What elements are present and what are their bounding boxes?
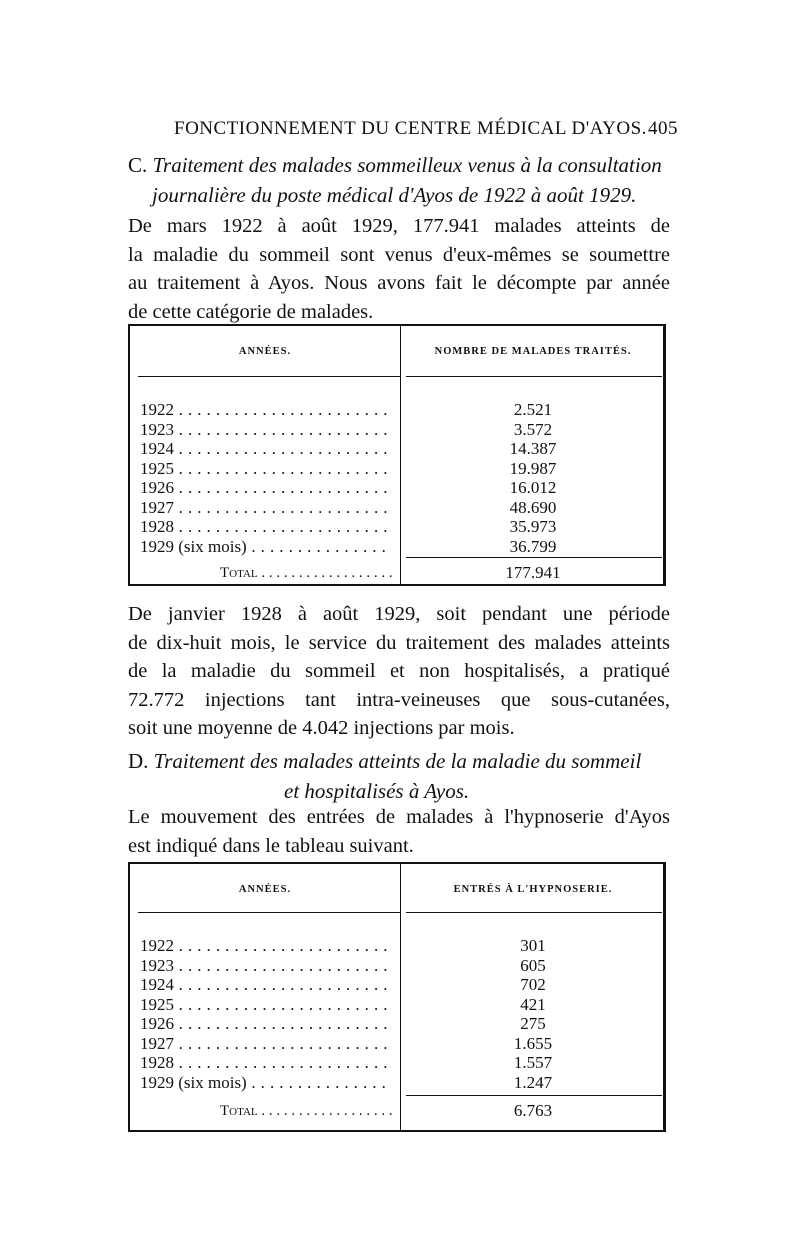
column-header-years: ANNÉES. [238, 346, 292, 357]
total-label: Total . . . [220, 1100, 392, 1122]
section-d-letter: D. [128, 749, 149, 773]
row-value: 301 [520, 936, 546, 955]
row-year: 1927 . . . [140, 1034, 392, 1054]
running-title: FONCTIONNEMENT DU CENTRE MÉDICAL D'AYOS. [174, 118, 647, 139]
table-row [130, 995, 664, 1015]
table-row [130, 975, 664, 995]
row-value: 48.690 [509, 497, 557, 517]
total-rule [406, 557, 662, 558]
row-value: 702 [520, 975, 546, 994]
section-d-heading [128, 746, 674, 806]
total-label: Total . . . [220, 562, 392, 584]
table-row [130, 498, 664, 518]
row-year: 1929 (six mois) . . . [140, 1073, 392, 1093]
section-c-title-line1: Traitement des malades sommeilleux venus à la consultation [152, 153, 662, 177]
paragraph-1-line: de cette catégorie de malades. [128, 300, 374, 323]
row-value: 275 [520, 1014, 546, 1033]
section-d-title-line2: et hospitalisés à Ayos. [284, 779, 470, 803]
paragraph-2-line: soit une moyenne de 4.042 injections par mois. [128, 717, 515, 739]
table-row [130, 1014, 664, 1034]
row-value: 1.247 [513, 1072, 553, 1092]
table-total-row [130, 1100, 664, 1122]
paragraph-2-line: de la maladie du sommeil et non hospitalisés, a pratiqué [128, 660, 670, 682]
column-header-years: ANNÉES. [238, 884, 292, 895]
table-row [130, 956, 664, 976]
row-year: 1925 . . . [140, 459, 392, 479]
row-value: 1.557 [513, 1053, 553, 1072]
row-year: 1926 . . . [140, 1014, 392, 1034]
total-rule [406, 1095, 662, 1096]
table-row [130, 517, 664, 537]
table-row [130, 400, 664, 420]
row-year: 1923 . . . [140, 956, 392, 976]
column-header-entries: ENTRÉS À L'HYPNOSERIE. [453, 884, 613, 895]
table-row [130, 420, 664, 440]
row-year: 1926 . . . [140, 478, 392, 498]
row-year: 1927 . . . [140, 498, 392, 518]
row-value: 2.521 [513, 400, 553, 419]
row-value: 1.655 [513, 1033, 553, 1053]
paragraph-2-line: 72.772 injections tant intra-veineuses que sous-cutanées, [128, 688, 670, 711]
row-value: 14.387 [509, 439, 557, 458]
table-row [130, 1073, 664, 1093]
column-header-treated: NOMBRE DE MALADES TRAITÉS. [434, 346, 632, 357]
section-d-title-line1: Traitement des malades atteints de la maladie du sommeil [153, 749, 642, 773]
header-rule [406, 912, 662, 913]
paragraph-3-line: est indiqué dans le tableau suivant. [128, 834, 414, 857]
row-year: 1925 . . . [140, 995, 392, 1015]
table-row [130, 537, 664, 557]
table-row [130, 1053, 664, 1073]
running-header [128, 118, 678, 144]
row-year: 1924 . . . [140, 439, 392, 459]
row-year: 1923 . . . [140, 420, 392, 440]
table-total-row [130, 562, 664, 584]
table-row [130, 439, 664, 459]
row-year: 1928 . . . [140, 1053, 392, 1073]
row-value: 35.973 [509, 517, 557, 536]
section-c-heading [128, 150, 674, 210]
table-row [130, 459, 664, 479]
paragraph-3-line: Le mouvement des entrées de malades à l'hypnoserie d'Ayos [128, 806, 670, 828]
paragraph-2-line: De janvier 1928 à août 1929, soit pendant une période [128, 603, 670, 625]
row-value: 3.572 [513, 419, 553, 439]
paragraph-2 [128, 600, 670, 743]
row-value: 605 [520, 955, 546, 975]
section-c-title-line2: journalière du poste médical d'Ayos de 1922 à août 1929. [152, 183, 637, 207]
paragraph-1-line: la maladie du sommeil sont venus d'eux-mêmes se soumettre [128, 243, 670, 266]
table-treated-patients [128, 324, 666, 586]
row-year: 1922 . . . [140, 400, 392, 420]
paragraph-1-line: au traitement à Ayos. Nous avons fait le décompte par année [128, 272, 670, 294]
paragraph-1 [128, 212, 670, 326]
row-value: 16.012 [509, 478, 557, 497]
paragraph-2-line: de dix-huit mois, le service du traitement des malades atteints [128, 631, 670, 654]
row-value: 36.799 [509, 536, 557, 556]
header-rule [138, 912, 400, 913]
total-value: 177.941 [505, 563, 561, 582]
table-row [130, 936, 664, 956]
row-year: 1929 (six mois) . . . [140, 537, 392, 557]
header-rule [406, 376, 662, 377]
header-rule [138, 376, 400, 377]
section-c-letter: C. [128, 153, 148, 177]
table-row [130, 478, 664, 498]
row-year: 1922 . . . [140, 936, 392, 956]
paragraph-3 [128, 803, 670, 860]
total-value: 6.763 [513, 1101, 553, 1120]
table-row [130, 1034, 664, 1054]
table-hypnoserie-entries [128, 862, 666, 1132]
page-number: 405 [648, 118, 678, 139]
row-year: 1928 . . . [140, 517, 392, 537]
row-value: 19.987 [509, 458, 557, 478]
row-year: 1924 . . . [140, 975, 392, 995]
paragraph-1-line: De mars 1922 à août 1929, 177.941 malades atteints de [128, 215, 670, 237]
row-value: 421 [520, 994, 546, 1014]
